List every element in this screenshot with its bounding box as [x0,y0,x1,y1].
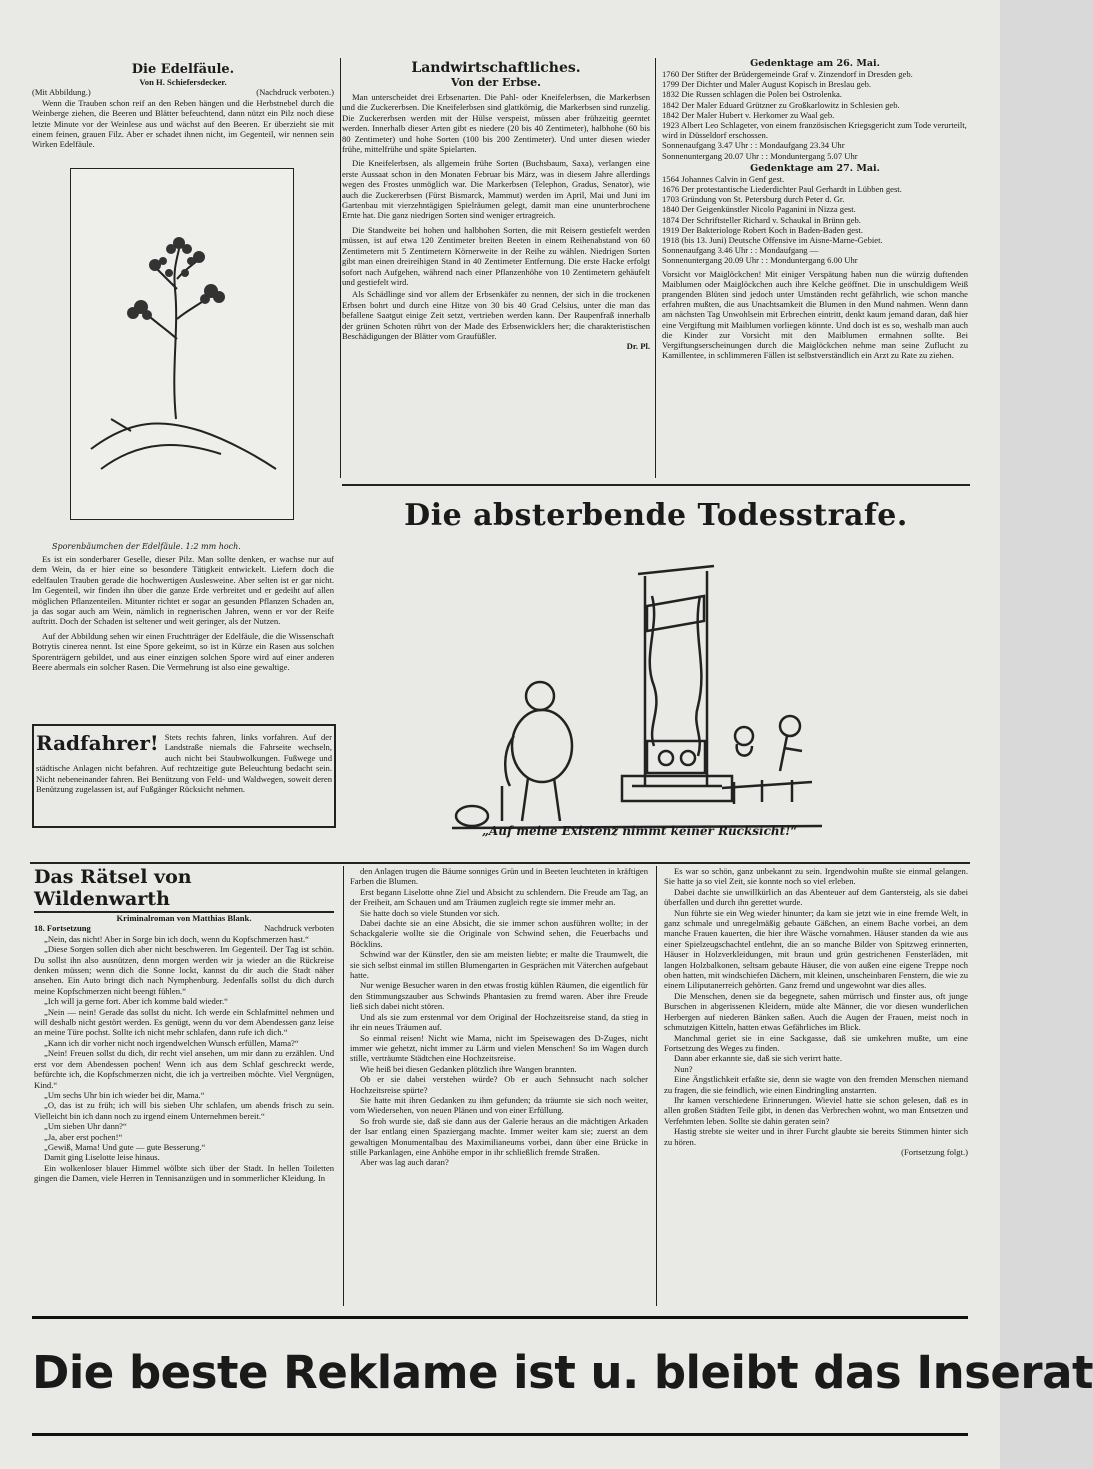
roman-paragraph: „Nein — nein! Gerade das sollst du nicht. Ich werde ein Schlafmittel nehmen und will deshalb nicht gestört werden. Es genügt, wenn du vor dem Abendessen ganz leise an meine Türe pochst. Sollte ich nicht mehr schlafen, dann rufe ich dich.“ [34,1006,334,1038]
roman-paragraph: „Ja, aber erst pochen!“ [44,1131,123,1142]
article-edelfaeule [32,60,334,700]
warning-paragraph: Vorsicht vor Maiglöckchen! Mit einiger Verspätung haben nun die würzig duftenden Maiblumen oder Maiglöckchen auch ihre Kelche geöffnet. Die in unschuldigem Weiß prangenden Blüten sind jedoch unter Umständen recht gefährlich, wie schon manche erfahren mußten, die aus Unachtsamkeit die Blumen in den Mund nahmen. Wenn dann am nächsten Tag Unwohlsein mit Erbrechen eintritt, denkt kaum jemand daran, daß hier eine Vergiftung mit Maiblumen vorliegen könnte. Und doch ist es so, weshalb man auch die Kinder zur Vorsicht mit den Maiblumen ermahnen sollte. Bei Vergiftungserscheinungen durch die Maiglöckchen nehme man seine Zuflucht zu Kamillentee, in schlimmeren Fällen ist selbstverständlich ein Arzt zu Rate zu ziehen. [662,268,968,361]
cartoon-caption: „Auf meine Existenz nimmt keiner Rücksicht!“ [482,824,798,838]
gedenktag-entry: 1676 Der protestantische Liederdichter Paul Gerhardt in Lübben gest. [662,184,902,195]
roman-fortsetzung: 18. Fortsetzung [34,923,91,934]
gedenktag-entry: 1703 Gründung von St. Petersburg durch Peter d. Gr. [662,194,845,205]
article-title: Landwirtschaftliches. [411,60,581,76]
roman-paragraph: „O, das ist zu früh; ich will bis sieben Uhr schlafen, um abends frisch zu sein. Vielleicht bin ich dann noch zu irgend einem Unternehmen bereit.“ [34,1100,334,1121]
section-title: Gedenktage am 26. Mai. [750,58,880,69]
roman-paragraph: Und als sie zum erstenmal vor dem Original der Hochzeitsreise stand, da stieg in ihr ein neues Träumen auf. [350,1011,648,1033]
gedenktag-entry: 1832 Die Russen schlagen die Polen bei Ostrolenka. [662,89,842,100]
roman-paragraph: Sie hatte mit ihren Gedanken zu ihm gefunden; da träumte sie sich noch weiter, vom Wiedersehen, von neuen Plänen und von einer Erfüllung. [350,1094,648,1116]
roman-paragraph: Eine Ängstlichkeit erfaßte sie, denn sie wagte von den fremden Menschen niemand zu fragen, die sie feindlich, wie einen Eindringling anstarrten. [664,1074,968,1095]
figure-caption: Sporenbäumchen der Edelfäule. 1:2 mm hoch. [52,542,241,551]
roman-paragraph: „Um sechs Uhr bin ich wieder bei dir, Mama.“ [44,1089,205,1100]
article-signature: Dr. Pl. [626,341,650,352]
article-subtitle: Von der Erbse. [451,76,541,89]
roman-paragraph: Aber was lag auch daran? [360,1157,449,1168]
roman-paragraph: Damit ging Liselotte leise hinaus. [44,1152,160,1163]
article-paragraph: Es ist ein sonderbarer Geselle, dieser Pilz. Man sollte denken, er wachse nur auf dem Wein, da er hier eine so besondere Tätigkeit entwickelt. Liefern doch die edelfaulen Trauben gerade die hochwertigen Auslesweine. Aber selten ist er gar nicht. Im Gegenteil, wir finden ihn über die ganze Erde verbreitet und er gedeiht auf allen möglichen Pflanzenteilen. Mitunter richtet er sogar an gesunden Pflanzen Schaden an, ja das sogar auch am Wein, nämlich in regnerischen Jahren, wenn er vor der Reife auftritt. Doch der Schaden ist seltener und weit geringer, als der Nutzen. [32,554,334,627]
cartoon-todesstrafe [342,488,970,860]
banner-text: Die beste Reklame ist u. bleibt das Inserat [32,1346,1093,1399]
section-title: Gedenktage am 27. Mai. [750,162,880,174]
article-paragraph: Auf der Abbildung sehen wir einen Fruchtträger der Edelfäule, die die Wissenschaft Botrytis cinerea nennt. Ist eine Spore gekeimt, so ist in Kürze ein Rasen aus solchen Sporenträgern gebildet, und aus einer einzigen solchen Spore wird auf einer anderen Beere abermals ein solcher Rasen. Die Vermehrung ist also eine gewaltige. [32,630,334,673]
gedenktag-entry: 1799 Der Dichter und Maler August Kopisch in Breslau geb. [662,79,872,90]
roman-text [34,934,334,1184]
article-title: Die Edelfäule. [131,62,235,77]
gedenktag-entry: 1564 Johannes Calvin in Genf gest. [662,173,785,184]
roman-paragraph: den Anlagen trugen die Bäume sonniges Grün und in Beeten leuchteten in kräftigen Farben die Blumen. [350,866,648,887]
roman-paragraph: Hastig strebte sie weiter und in ihrer Furcht glaubte sie bereits Stimmen hinter sich zu hören. [664,1126,968,1147]
column-rule [655,58,656,478]
column-rule [656,866,657,1306]
roman-title: Das Rätsel von Wildenwarth [34,866,334,913]
roman-paragraph: Manchmal geriet sie in eine Sackgasse, daß sie umkehren mußte, um eine Fortsetzung des Weges zu finden. [664,1032,968,1053]
gedenktag-entry: 1842 Der Maler Hubert v. Herkomer zu Waal geb. [662,109,835,120]
sun-times: Sonnenuntergang 20.07 Uhr : : Monduntergang 5.07 Uhr [662,150,858,161]
notice-text: Stets rechts fahren, links vorfahren. Auf der Landstraße niemals die Fahrseite wechseln, auch nicht bei Staubwolkungen. Fußwege und städtische Anlagen nicht befahren. Auf rechtzeitige gute Beleuchtung bedacht sein. Nicht nebeneinander fahren. Bei Benützung von Feld- und Waldwegen, soweit deren Benützung zugelassen ist, auf Fußgänger Rücksicht nehmen. [36,732,332,795]
cartoon-drawing [342,536,970,836]
section-rule [342,484,970,486]
roman-paragraph: Dann aber erkannte sie, daß sie sich verirrt hatte. [674,1053,842,1064]
roman-paragraph: „Kann ich dir vorher nicht noch irgendwelchen Wunsch erfüllen, Mama?“ [44,1037,299,1048]
roman-paragraph: Nun führte sie ein Weg wieder hinunter; da kam sie jetzt wie in eine fremde Welt, in ganz schmale und unregelmäßig gebaute Gäßchen, an einem Bache vorbei, an dem manche Frauen kauerten, die hier ihre Wäsche vornahmen. Häuser standen da wie aus einer Spielzeugschachtel entlehnt, die an so manche Bilder von Spitzweg erinnerten, Häuser in Holzverkleidungen, mit braun und grün gestrichenen Fensterläden, mit langen Holzbalkonen, seltsam gebaute Häuser, die von außen eine eigene Treppe noch oben hatten, mit windschiefen Dächern, mit kleinen, unscheinbaren Fenstern, die wie zu einem Liliputanerreich gehörten. Ganz fremd und ungewohnt war dies alles. [664,907,968,991]
article-note: (Mit Abbildung.) [32,87,91,98]
cartoon-title: Die absterbende Todesstrafe. [404,498,908,533]
roman-paragraph: Schwind war der Künstler, den sie am meisten liebte; er malte die Traumwelt, die sie sich selbst einmal im stillen Blumengarten in Gesprächen mit Väterchen aufgebaut hatte. [350,949,648,981]
roman-text [664,866,968,1147]
roman-paragraph: „Nein! Freuen sollst du dich, dir recht viel ansehen, um mir dann zu erzählen. Und erst vor dem Abendessen pochen! Wenn ich aus dem Schlaf geschreckt werde, befürchte ich, die Kopfschmerzen nicht, die ich ja vertreiben möchte. Viel Vergnügen, Kind.“ [34,1048,334,1090]
notice-title: Radfahrer! [36,731,159,755]
roman-paragraph: „Diese Sorgen sollen dich aber nicht beschweren. Im Gegenteil. Der Tag ist schön. Du sollst ihn also ausnützen, denn morgen werden wir ja wieder an die Rückreise denken müssen; wenn dich die Sonne lockt, kannst du dir auch die Stadt näher ansehen. Ein Auto bringt dich nach Nymphenburg. Jedenfalls sollst du dich durch meine Kopfschmerzen nicht beengt fühlen.“ [34,944,334,996]
sporenbaeumchen-drawing [71,169,293,519]
roman-paragraph: Dabei dachte sie an eine Absicht, die sie immer schon ausführen wollte; in der Schackgalerie wollte sie die Originale von Schwind sehen, die Feuerbachs und Böcklins. [350,918,648,949]
roman-fortsetzung-folgt: (Fortsetzung folgt.) [901,1146,968,1157]
sun-times: Sonnenuntergang 20.09 Uhr : : Monduntergang 6.00 Uhr [662,255,858,266]
sun-times: Sonnenaufgang 3.46 Uhr : : Mondaufgang — [662,245,819,256]
roman-nachdruck: Nachdruck verboten [264,923,334,934]
roman-subtitle: Kriminalroman von Matthias Blank. [116,913,252,923]
column-rule [340,58,341,478]
roman-paragraph: Dabei dachte sie unwillkürlich an das Abenteuer auf dem Gantersteig, als sie dabei überfallen und durch ihn gerettet wurde. [664,886,968,908]
roman-paragraph: So froh wurde sie, daß sie dann aus der Galerie heraus an die mächtigen Arkaden der Isar entlang einen Spaziergang machte. Immer weiter kam sie; zuerst an dem gewaltigen Monumentalbau des Maximilianeums vorbei, dann über eine Brücke in stille Parkanlagen, eine Anhöhe empor in ihr schließlich fremde Straßen. [350,1115,648,1157]
gedenktage [662,58,968,458]
sun-times: Sonnenaufgang 3.47 Uhr : : Mondaufgang 23.34 Uhr [662,140,845,151]
roman-paragraph: Nun? [674,1063,693,1074]
article-paragraph: Als Schädlinge sind vor allem der Erbsenkäfer zu nennen, der sich in die trockenen Erbsen bohrt und durch eine Hitze von 30 bis 40 Grad Celsius, unter die man das befallene Saatgut einige Zeit setzt, vertrieben werden kann. Der Raupenfraß innerhalb der grünen Schoten rührt von der Made des Erbsenwicklers her; die charakteristischen Beschädigungen der Blätter vom Graufüßler. [342,289,650,341]
article-paragraph: Wenn die Trauben schon reif an den Reben hängen und die Herbstnebel durch die Weinberge ziehen, die Beeren und Blätter befeuchtend, dann nützt ein Pilz noch diese letzte Minute vor der Weinlese aus und wächst auf den Beeren. Er überzieht sie mit einem feinen, grauen Filz. Aber er schadet ihnen nicht, im Gegenteil, wir nennen sein Wirken Edelfäule. [32,97,334,150]
roman-paragraph: „Ich will ja gerne fort. Aber ich komme bald wieder.“ [44,996,228,1007]
gedenktag-entry: 1840 Der Geigenkünstler Nicolo Paganini in Nizza gest. [662,204,856,215]
roman-paragraph: „Nein, das nicht! Aber in Sorge bin ich doch, wenn du Kopfschmerzen hast.“ [44,933,309,944]
column-rule [343,866,344,1306]
article-author: Von H. Schiefersdecker. [139,77,227,87]
article-paragraph: Man unterscheidet drei Erbsenarten. Die Pahl- oder Kneifelerbsen, die Markerbsen und die Zuckererbsen. Die Kneifelerbsen sind glattkörnig, die Markerbsen sind runzelig. Die Zuckererbsen werden mit der Hülse verspeist, müssen aber frühzeitig geerntet werden. Innerhalb dieser Arten gibt es niedere (20 bis 40 Zentimeter), halbhohe (60 bis 80 Zentimeter) und hohe Sorten (100 bis 200 Zentimeter). Und unter diesen wieder frühe, mittelfrühe und späte Spielarten. [342,92,650,155]
roman-column-1 [34,866,334,1306]
gedenktag-entry: 1919 Der Bakteriologe Robert Koch in Baden-Baden gest. [662,224,863,235]
gedenktage-list [662,69,968,140]
roman-text [350,866,648,1168]
gedenktage-list [662,174,968,245]
roman-column-2 [350,866,648,1306]
roman-paragraph: Ihr kamen verschiedene Erinnerungen. Wieviel hatte sie schon gelesen, daß es in allen großen Städten Teile gibt, in denen das Verbrechen wohnt, wo man Entsetzen und Verfehmten leben. Sollte sie dahin geraten sein? [664,1094,968,1126]
article-paragraph: Die Kneifelerbsen, als allgemein frühe Sorten (Buchsbaum, Saxa), verlangen eine erste Aussaat schon in den Monaten Februar bis März, was in diesem Jahre allerdings wegen des Frostes unmöglich war. Die Markerbsen (Telephon, Gradus, Senator), wie auch die Zuckererbsen (Fürst Bismarck, Mammut) werden im April, Mai und Juni im Gartenbau mit vierzehntägigen Spielräumen gelegt, damit man eine ununterbrochene Ernte hat. Die ganz niedrigen Sorten sind weniger ertragreich. [342,158,650,221]
roman-paragraph: „Gewiß, Mama! Und gute — gute Besserung.“ [44,1141,206,1152]
article-paragraph: Die Standweite bei hohen und halbhohen Sorten, die mit Reisern gestiefelt werden müssen, ist auf etwa 120 Zentimeter breiten Beeten in einem Reihenabstand von 60 Zentimetern mit 5 Zentimetern Körnerweite in der Reihe zu wählen. Niedrigen Sorten gibt man einen dreireihigen Stand in 40 Zentimeter Entfernung. Die erste Hacke erfolgt sofort nach Aufgehen, während nach einer Pflanzenhöhe von 10 Zentimetern gehäufelt und gestiefelt wird. [342,224,650,287]
notice-radfahrer [32,724,336,828]
gedenktag-entry: 1918 (bis 13. Juni) Deutsche Offensive im Aisne-Marne-Gebiet. [662,235,883,246]
gedenktag-entry: 1760 Der Stifter der Brüdergemeinde Graf v. Zinzendorf in Dresden geb. [662,69,913,79]
roman-paragraph: Ob er sie dabei verstehen würde? Ob er auch Sehnsucht nach solcher Hochzeitsreise spürte? [350,1074,648,1095]
roman-paragraph: Erst begann Liselotte ohne Ziel und Absicht zu schlendern. Die Freude am Tag, an der Freiheit, am Schauen und am Träumen zugleich regte sie immer mehr an. [350,886,648,908]
roman-paragraph: „Um sieben Uhr dann?“ [44,1121,127,1132]
figure-sporenbaeumchen [70,168,294,520]
gedenktag-entry: 1842 Der Maler Eduard Grützner zu Großkarlowitz in Schlesien geb. [662,99,900,110]
roman-paragraph: Die Menschen, denen sie da begegnete, sahen mürrisch und finster aus, oft junge Burschen in abgerissenen Kleidern, müde alte Männer, die vor diesen wunderlichen Herbergen auf niederen Bänken saßen. Auch die Augen der Frauen, meist noch in schmutzigen Kitteln, hatten etwas Gefährliches im Blick. [664,990,968,1033]
gedenktag-entry: 1874 Der Schriftsteller Richard v. Schaukal in Brünn geb. [662,214,861,225]
roman-paragraph: So einmal reisen! Nicht wie Mama, nicht im Speisewagen des D-Zuges, nicht immer wie gehetzt, nicht immer zu Lärm und vielen Menschen! So im Wagen durch stille, verträumte Städtchen eine Hochzeitsreise. [350,1032,648,1064]
gedenktag-entry: 1923 Albert Leo Schlageter, von einem französischen Kriegsgericht zum Tode verurteilt, wird in Düsseldorf erschossen. [662,120,967,141]
roman-paragraph: Es war so schön, ganz unbekannt zu sein. Irgendwohin mußte sie einmal gelangen. Sie hatte ja so viel Zeit, sie konnte noch so viel erleben. [664,866,968,887]
article-note: (Nachdruck verboten.) [256,87,334,98]
roman-paragraph: Ein wolkenloser blauer Himmel wölbte sich über der Stadt. In hellen Toiletten gingen die Damen, viele Herren in Tennisanzügen und in sommerlicher Kleidung. In [34,1162,334,1184]
roman-paragraph: Sie hatte doch so viele Stunden vor sich. [360,907,500,918]
roman-paragraph: Wie heiß bei diesen Gedanken plötzlich ihre Wangen brannten. [360,1063,577,1074]
roman-column-3 [664,866,968,1306]
article-landwirtschaft [342,60,650,480]
section-rule [30,862,970,864]
roman-paragraph: Nur wenige Besucher waren in den etwas frostig kühlen Räumen, die eigentlich für den Stimmungszauber aus Schwinds Phantasien zu fremd waren. Aber ihre Freude ließ sich dabei nicht stören. [350,980,648,1012]
advertising-banner [32,1316,1093,1436]
